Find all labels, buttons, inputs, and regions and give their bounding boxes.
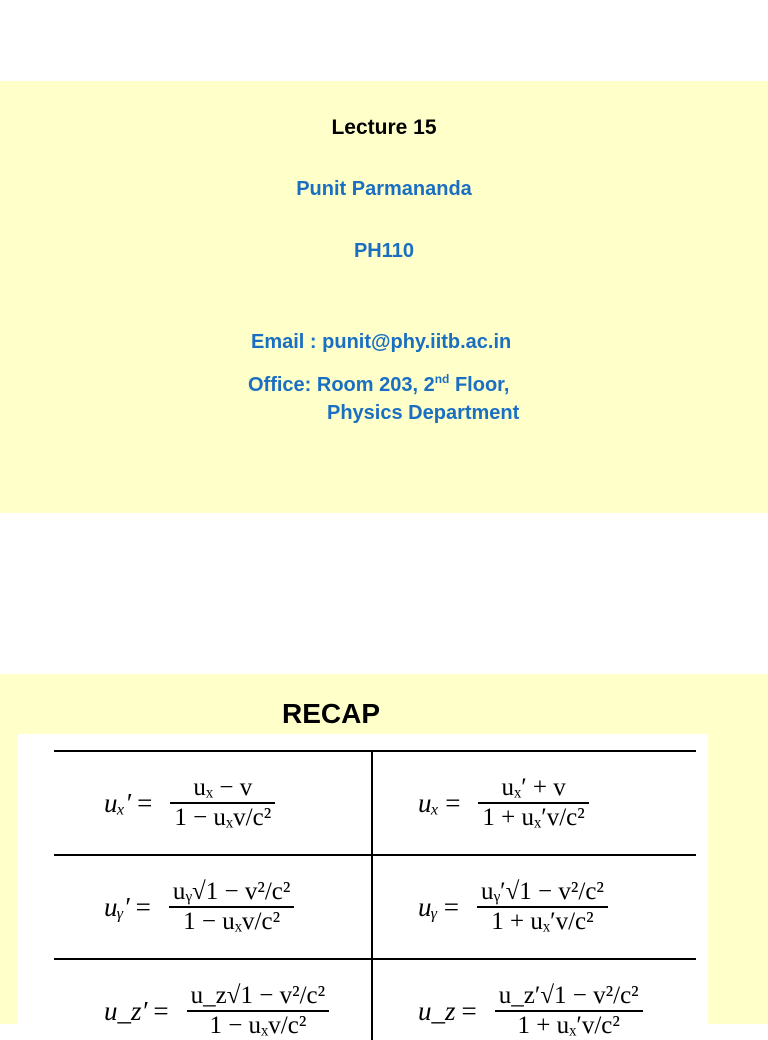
formula-ux: uₓ = $\frac{\text{uₓ′ + v}}{\text{1 + uₓ′v/c²}}$ (418, 774, 589, 832)
table-row-divider-1 (54, 854, 696, 856)
office-prefix: Office: Room 203, 2 (248, 374, 435, 396)
office-line (248, 372, 509, 397)
formula-uy-prime: uᵧ′ = $\frac{\text{uᵧ√1 − v²/c²}}{\text{1 − uₓv/c²}}$ (104, 878, 294, 936)
recap-title: RECAP (282, 698, 381, 729)
formula-ux-prime: uₓ′ = $\frac{\text{uₓ − v}}{\text{1 − uₓv/c²}}$ (104, 774, 275, 832)
formula-uy: uᵧ = $\frac{\text{uᵧ′√1 − v²/c²}}{\text{1 + uₓ′v/c²}}$ (418, 878, 608, 936)
lecturer-name: Punit Parmananda (296, 178, 472, 200)
office-suffix: Floor, (449, 374, 510, 396)
table-row-divider-2 (54, 958, 696, 960)
course-code: PH110 (353, 240, 415, 262)
formula-uz-prime: u_z′ = $\frac{\text{u\_z√1 − v²/c²}}{\text{1 − uₓv/c²}}$ (104, 982, 329, 1040)
velocity-transform-table (18, 734, 708, 1039)
recap-slide (0, 674, 768, 1039)
formula-uz: u_z = $\frac{\text{u\_z′√1 − v²/c²}}{\text{1 + uₓ′v/c²}}$ (418, 982, 643, 1040)
office-superscript: nd (434, 372, 450, 386)
table-column-divider (371, 750, 373, 1040)
table-top-rule (54, 750, 696, 752)
lecture-number: Lecture 15 (331, 116, 437, 139)
department-line: Physics Department (327, 402, 520, 424)
email-line: Email : punit@phy.iitb.ac.in (251, 331, 512, 353)
title-slide (0, 81, 768, 513)
